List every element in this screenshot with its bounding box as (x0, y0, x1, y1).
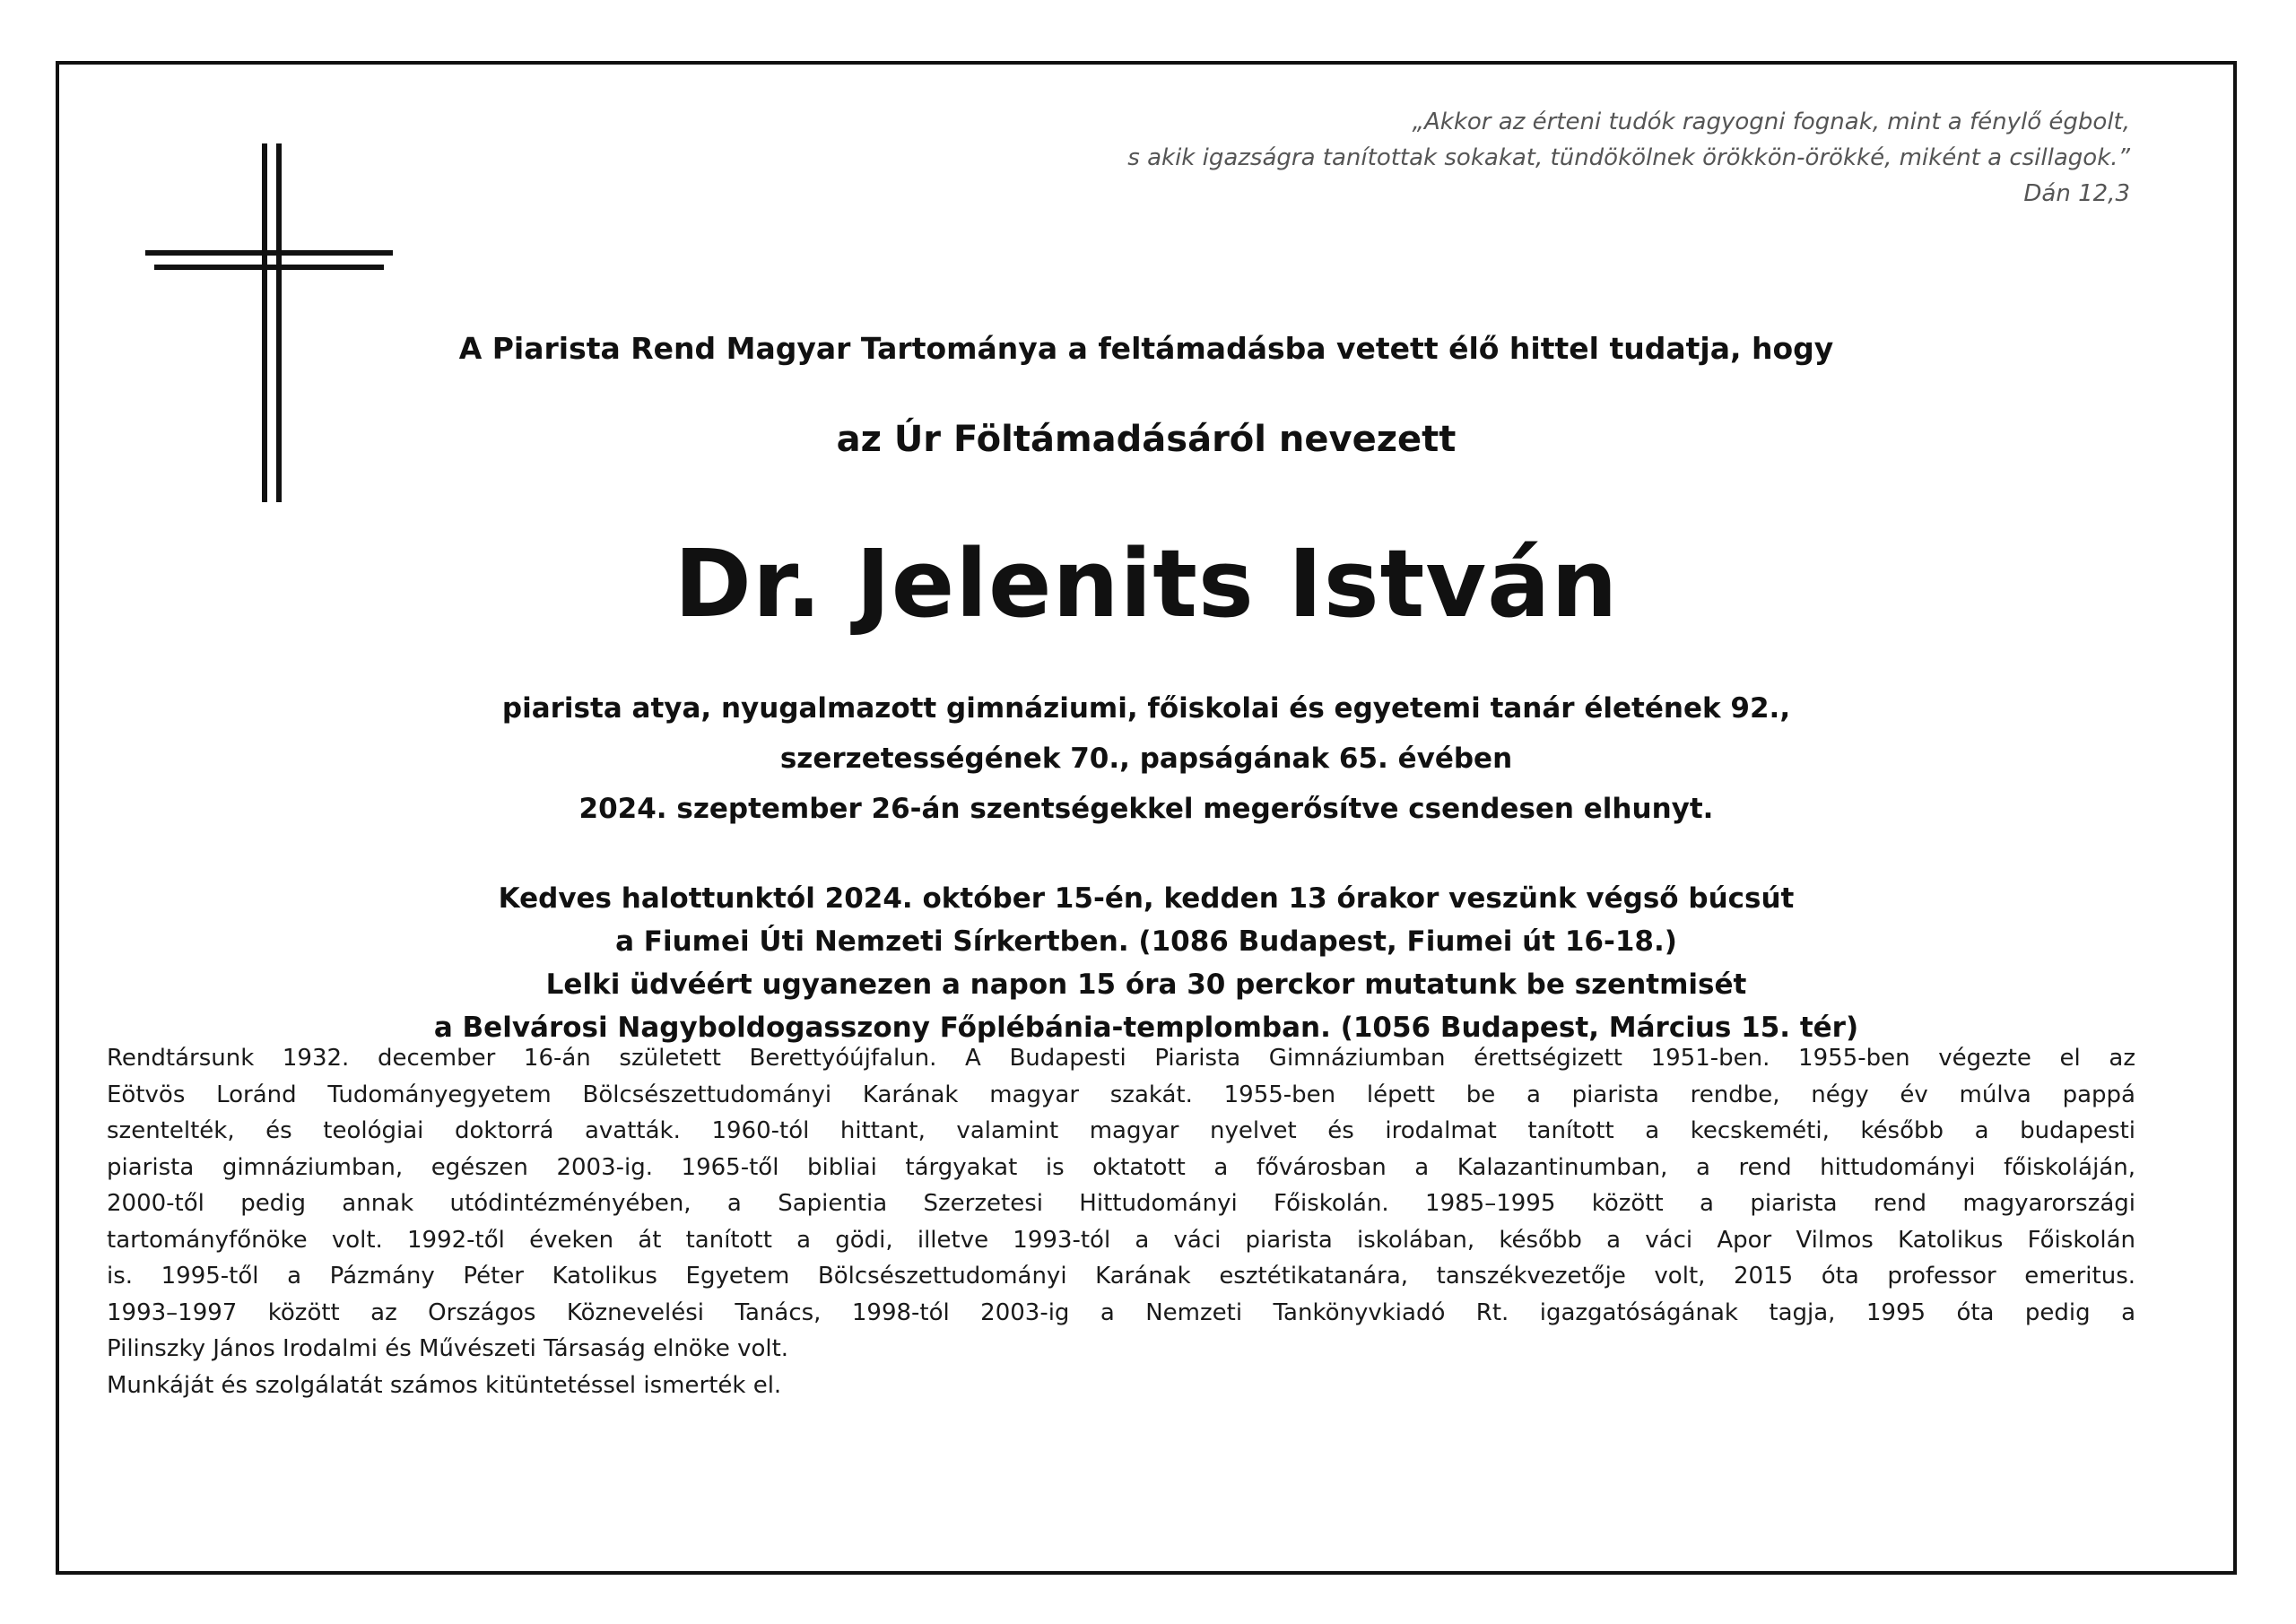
funeral-line-2: a Fiumei Úti Nemzeti Sírkertben. (1086 Budapest, Fiumei út 16-18.) (615, 925, 1677, 958)
religious-name: az Úr Föltámadásáról nevezett (836, 419, 1457, 460)
bio-line: tartományfőnöke volt. 1992-től éveken át tanított a gödi, illetve 1993-tól a váci piarista iskolában, később a váci Apor Vilmos Katolikus Főiskolán (107, 1226, 2135, 1254)
bio-line: is. 1995-től a Pázmány Péter Katolikus Egyetem Bölcsészettudományi Karának esztétikatanára, tanszékvezetője volt, 2015 óta professor emeritus. (107, 1263, 2135, 1290)
announcement-intro: A Piarista Rend Magyar Tartománya a feltámadásba vetett élő hittel tudatja, hogy (458, 331, 1834, 366)
quote-line-1: „Akkor az érteni tudók ragyogni fognak, mint a fénylő égbolt, (1412, 109, 2130, 135)
bible-quote (874, 104, 2130, 212)
bio-line: Eötvös Loránd Tudományegyetem Bölcsészettudományi Karának magyar szakát. 1955-ben lépett be a piarista rendbe, négy év múlva pappá (107, 1081, 2135, 1108)
career-line-1: piarista atya, nyugalmazott gimnáziumi, főiskolai és egyetemi tanár életének 92., (501, 692, 1791, 725)
career-line-2: szerzetességének 70., papságának 65. évében (779, 743, 1513, 775)
career-summary (59, 683, 2233, 834)
quote-line-2: s akik igazságra tanítottak sokakat, tündökölnek örökkön-örökké, miként a csillagok.” (1127, 144, 2130, 171)
funeral-line-4: a Belvárosi Nagyboldogasszony Főplébánia-templomban. (1056 Budapest, Március 15. tér) (433, 1012, 1859, 1044)
bio-line: 2000-től pedig annak utódintézményében, a Sapientia Szerzetesi Hittudományi Főiskolán. 1985–1995 között a piarista rend magyarországi (107, 1190, 2135, 1217)
bio-line: szentelték, és teológiai doktorrá avatták. 1960-tól hittant, valamint magyar nyelvet és irodalmat tanított a kecskeméti, később a budapesti (107, 1117, 2135, 1144)
quote-reference: Dán 12,3 (2023, 180, 2130, 207)
bio-line: 1993–1997 között az Országos Köznevelési Tanács, 1998-tól 2003-ig a Nemzeti Tankönyvkiadó Rt. igazgatóságának tagja, 1995 óta pedig a (107, 1298, 2135, 1326)
funeral-line-1: Kedves halottunktól 2024. október 15-én, kedden 13 órakor veszünk végső búcsút (498, 882, 1795, 915)
bio-line: piarista gimnáziumban, egészen 2003-ig. 1965-től bibliai tárgyakat is oktatott a fővárosban a Kalazantinumban, a rend hittudományi főiskoláján, (107, 1153, 2135, 1181)
bio-line: Pilinszky János Irodalmi és Művészeti Társaság elnöke volt. (107, 1335, 789, 1362)
funeral-details (59, 877, 2233, 1049)
deceased-name: Dr. Jelenits István (674, 529, 1619, 638)
biography (107, 1040, 2135, 1403)
bio-closing: Munkáját és szolgálatát számos kitüntetéssel ismerték el. (107, 1371, 782, 1399)
bio-line: Rendtársunk 1932. december 16-án született Berettyóújfalun. A Budapesti Piarista Gimnáziumban érettségizett 1951-ben. 1955-ben végezte el az (107, 1045, 2135, 1072)
funeral-line-3: Lelki üdvéért ugyanezen a napon 15 óra 30 perckor mutatunk be szentmisét (545, 968, 1747, 1001)
career-line-3: 2024. szeptember 26-án szentségekkel megerősítve csendesen elhunyt. (578, 793, 1714, 825)
